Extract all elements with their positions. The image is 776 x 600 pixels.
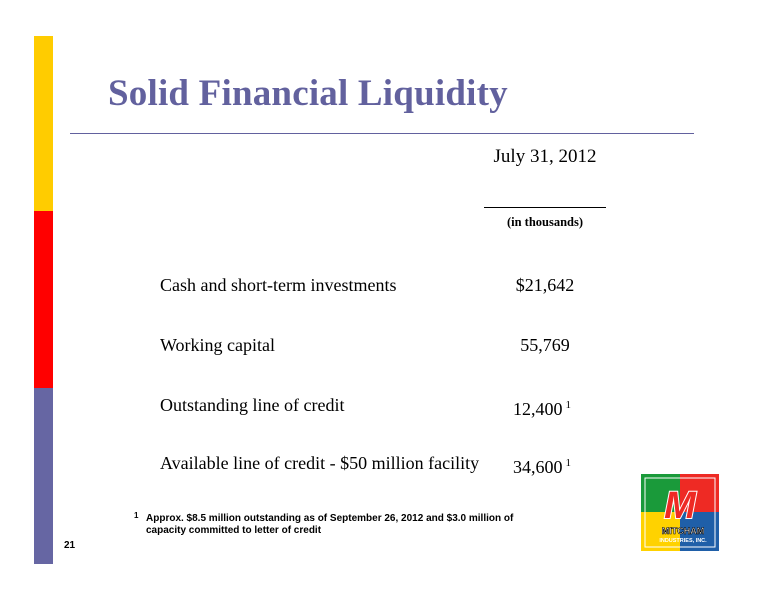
page-number: 21 xyxy=(64,540,76,551)
company-logo xyxy=(641,474,719,551)
footnote xyxy=(134,513,554,537)
footnote-marker: 1 xyxy=(134,511,139,520)
row-value-available-credit xyxy=(484,452,606,478)
row-label-available-credit: Available line of credit - $50 million facility xyxy=(160,453,480,473)
logo-name: MITCHAM xyxy=(661,526,705,536)
row-label-cash: Cash and short-term investments xyxy=(160,275,397,295)
footnote-reference: 1 xyxy=(565,399,571,411)
row-value-outstanding-credit xyxy=(484,394,606,420)
row-value-available-credit-amount: 34,600 xyxy=(513,457,563,477)
accent-bar-yellow xyxy=(34,36,53,211)
slide-title: Solid Financial Liquidity xyxy=(108,73,508,114)
title-divider xyxy=(70,133,694,134)
row-value-working-capital: 55,769 xyxy=(520,335,570,355)
logo-subtitle: INDUSTRIES, INC. xyxy=(659,538,707,544)
footnote-text: Approx. $8.5 million outstanding as of September 26, 2012 and $3.0 million of capacity committed to letter of credit xyxy=(146,513,514,536)
column-header-date: July 31, 2012 xyxy=(493,146,597,167)
logo-letter: M xyxy=(664,485,696,527)
row-label-working-capital: Working capital xyxy=(160,335,276,355)
footnote-reference: 1 xyxy=(565,457,571,469)
column-header-underline xyxy=(484,207,606,208)
column-units: (in thousands) xyxy=(506,215,584,229)
row-label-outstanding-credit: Outstanding line of credit xyxy=(160,395,345,415)
row-value-cash: $21,642 xyxy=(515,275,575,295)
row-value-outstanding-credit-amount: 12,400 xyxy=(513,399,563,419)
accent-bar-purple xyxy=(34,388,53,564)
accent-bar-red xyxy=(34,211,53,388)
